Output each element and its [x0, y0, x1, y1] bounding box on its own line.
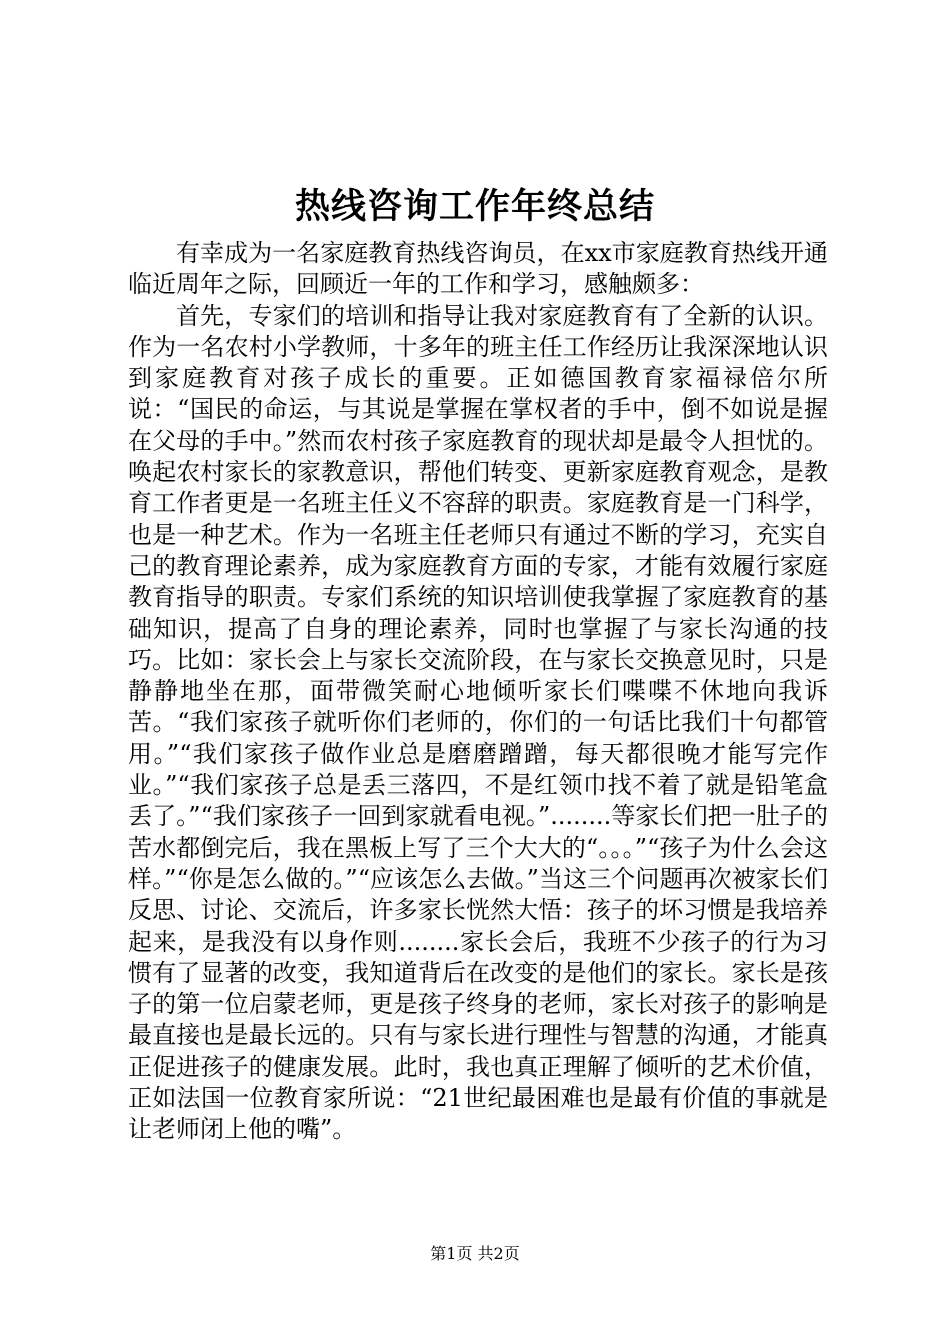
- page-footer: 第1页 共2页: [430, 1244, 520, 1263]
- paragraph-intro: 有幸成为一名家庭教育热线咨询员，在xx市家庭教育热线开通临近周年之际，回顾近一年的工作和学习，感触颇多：: [128, 239, 828, 299]
- document-title: 热线咨询工作年终总结: [294, 186, 655, 227]
- paragraph-main: 首先，专家们的培训和指导让我对家庭教育有了全新的认识。作为一名农村小学教师，十多年的班主任工作经历让我深深地认识到家庭教育对孩子成长的重要。正如德国教育家福禄倍尔所说：“国民的命运，与其说是掌握在掌权者的手中，倒不如说是握在父母的手中。”然而农村孩子家庭教育的现状却是最令人担忧的。唤起农村家长的家教意识，帮他们转变、更新家庭教育观念，是教育工作者更是一名班主任义不容辞的职责。家庭教育是一门科学，也是一种艺术。作为一名班主任老师只有通过不断的学习，充实自己的教育理论素养，成为家庭教育方面的专家，才能有效履行家庭教育指导的职责。专家们系统的知识培训使我掌握了家庭教育的基础知识，提高了自身的理论素养，同时也掌握了与家长沟通的技巧。比如：家长会上与家长交流阶段，在与家长交换意见时，只是静静地坐在那，面带微笑耐心地倾听家长们喋喋不休地向我诉苦。“我们家孩子就听你们老师的，你们的一句话比我们十句都管用。”“我们家孩子做作业总是磨磨蹭蹭，每天都很晚才能写完作业。”“我们家孩子总是丢三落四，不是红领巾找不着了就是铅笔盒丢了。”“我们家孩子一回到家就看电视。”........等家长们把一肚子的苦水都倒完后，我在黑板上写了三个大大的“。。。”“孩子为什么会这样。”“你是怎么做的。”“应该怎么去做。”当这三个问题再次被家长们反思、讨论、交流后，许多家长恍然大悟：孩子的坏习惯是我培养起来，是我没有以身作则........家长会后，我班不少孩子的行为习惯有了显著的改变，我知道背后在改变的是他们的家长。家长是孩子的第一位启蒙老师，更是孩子终身的老师，家长对孩子的影响是最直接也是最长远的。只有与家长进行理性与智慧的沟通，才能真正促进孩子的健康发展。此时，我也真正理解了倾听的艺术价值，正如法国一位教育家所说：“21世纪最困难也是最有价值的事就是让老师闭上他的嘴”。: [128, 301, 828, 1144]
- document-body: [128, 238, 828, 1146]
